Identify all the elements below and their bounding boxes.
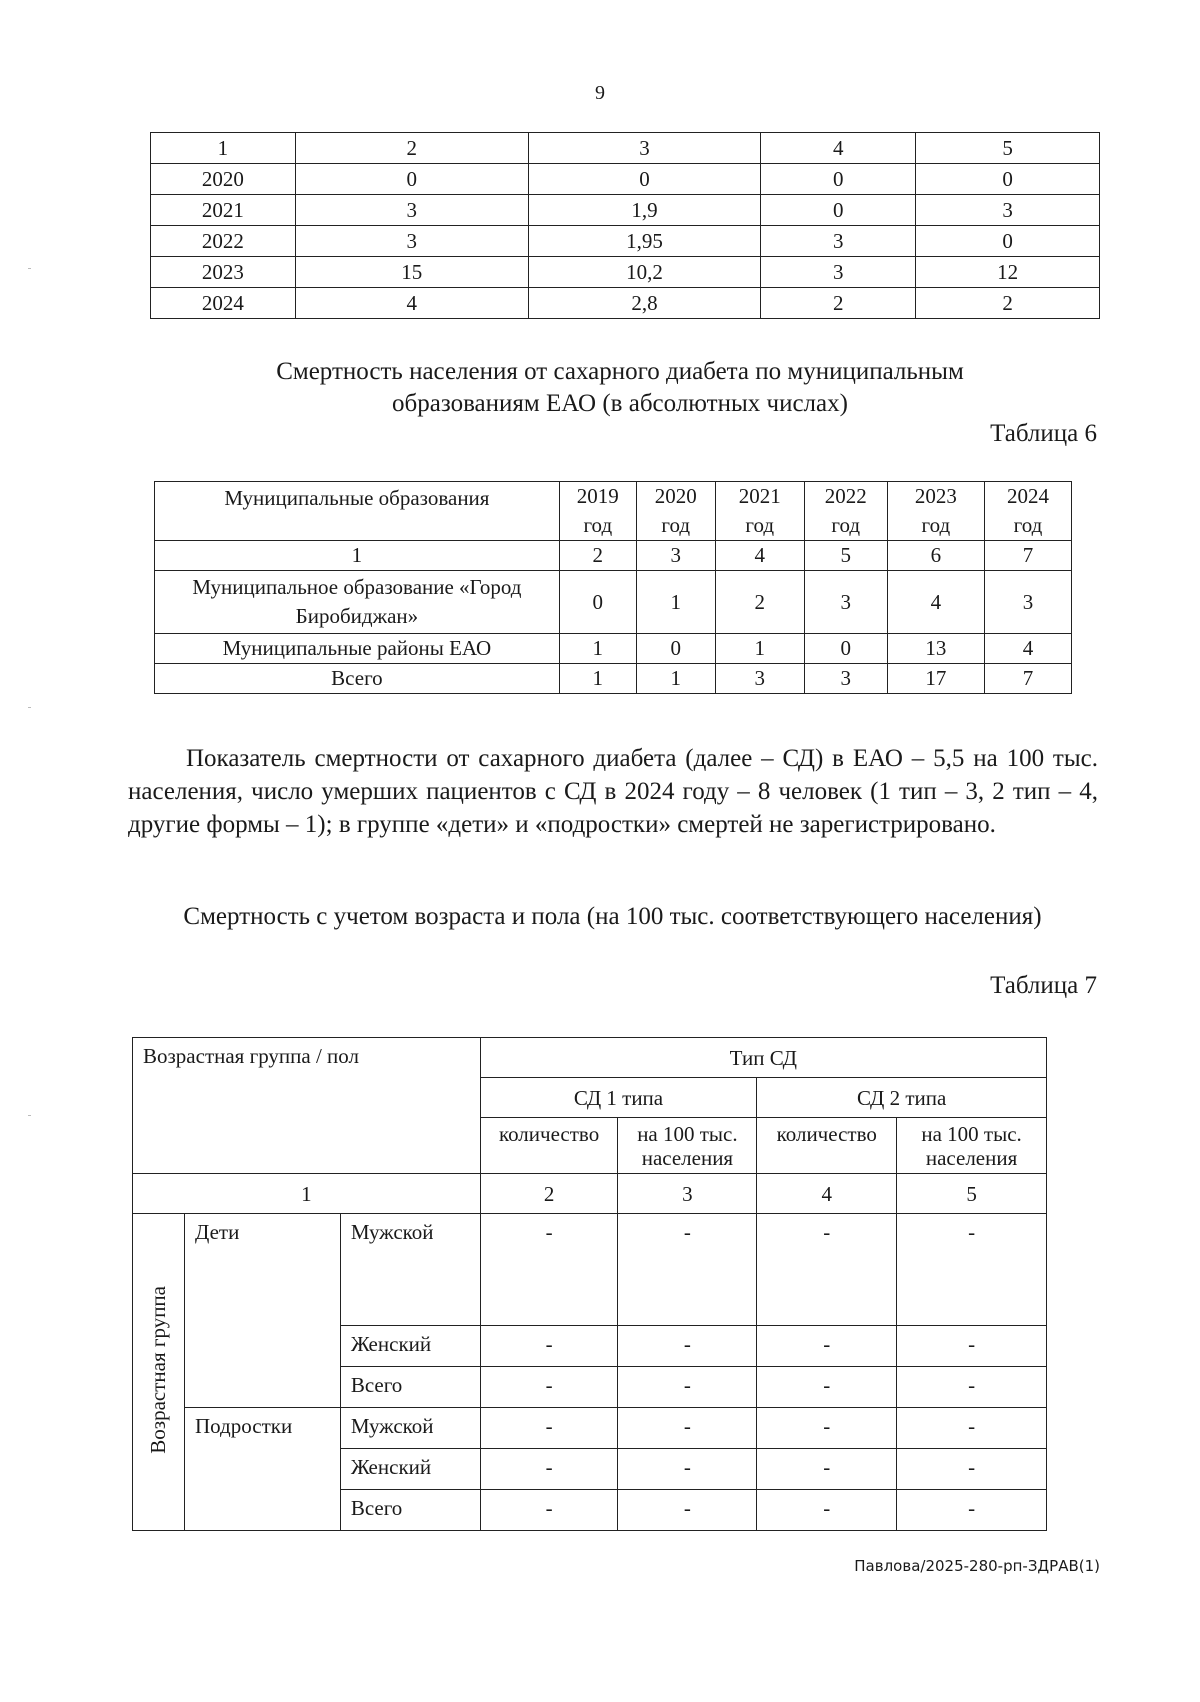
per100k-header: на 100 тыс. населения — [618, 1118, 757, 1174]
table7-number-row — [133, 1174, 1047, 1214]
table-cell: - — [618, 1326, 757, 1367]
header-cell: 1 — [151, 133, 296, 164]
year-value: 2020 — [654, 484, 697, 508]
table6-caption — [180, 356, 1060, 420]
year-value: 2024 — [1006, 484, 1049, 508]
table-cell: 0 — [761, 195, 916, 226]
number-cell: 2 — [559, 541, 636, 571]
table-cell: - — [480, 1490, 618, 1531]
table-cell: - — [757, 1326, 897, 1367]
document-footer-code: Павлова/2025-280-рп-ЗДРАВ(1) — [854, 1557, 1100, 1575]
side-label: Возрастная группа — [146, 1285, 171, 1454]
count-header: количество — [480, 1118, 618, 1174]
year-header — [984, 482, 1071, 541]
page-number: 9 — [595, 82, 605, 104]
table-cell: - — [618, 1408, 757, 1449]
table-cell: 0 — [916, 164, 1100, 195]
table7 — [132, 1037, 1047, 1531]
year-header — [715, 482, 804, 541]
table-cell: 3 — [804, 664, 887, 694]
number-cell: 7 — [984, 541, 1071, 571]
year-suffix: год — [831, 513, 861, 537]
table-cell: 0 — [761, 164, 916, 195]
table-cell: 1 — [559, 634, 636, 664]
sex-label: Женский — [340, 1449, 480, 1490]
table-cell: 1 — [636, 664, 715, 694]
sex-label: Всего — [340, 1490, 480, 1531]
table-row — [151, 164, 1100, 195]
table-row — [151, 288, 1100, 319]
number-cell: 1 — [155, 541, 560, 571]
table-cell: 3 — [916, 195, 1100, 226]
table-cell: 3 — [761, 257, 916, 288]
sex-label: Женский — [340, 1326, 480, 1367]
table6-number-row — [155, 541, 1072, 571]
year-suffix: год — [583, 513, 613, 537]
table-cell: - — [897, 1326, 1047, 1367]
table-cell: - — [897, 1214, 1047, 1326]
table-cell: - — [897, 1490, 1047, 1531]
table-cell: 3 — [295, 195, 528, 226]
table-cell: - — [757, 1408, 897, 1449]
row-name: Муниципальное образование «Город Биробиджан» — [155, 571, 560, 634]
table-cell: 1,95 — [528, 226, 761, 257]
number-cell: 2 — [480, 1174, 618, 1214]
year-header — [887, 482, 984, 541]
table-cell: 2022 — [151, 226, 296, 257]
table-cell: - — [480, 1408, 618, 1449]
header-cell: 5 — [916, 133, 1100, 164]
body-paragraph: Показатель смертности от сахарного диабета (далее – СД) в ЕАО – 5,5 на 100 тыс. населения, число умерших пациентов с СД в 2024 году – 8 человек (1 тип – 3, 2 тип – 4, другие формы – 1); в группе «дети» и «подростки» смертей не зарегистрировано. — [128, 745, 1098, 838]
continued-table — [150, 132, 1100, 319]
table-row — [155, 571, 1072, 634]
table-cell: 2020 — [151, 164, 296, 195]
year-header — [559, 482, 636, 541]
number-cell: 4 — [757, 1174, 897, 1214]
year-value: 2023 — [914, 484, 957, 508]
row-name: Всего — [155, 664, 560, 694]
table-cell: 4 — [887, 571, 984, 634]
table-cell: 2,8 — [528, 288, 761, 319]
table7-corner: Возрастная группа / пол — [133, 1038, 481, 1174]
table-cell: 0 — [528, 164, 761, 195]
sex-label: Мужской — [340, 1408, 480, 1449]
year-value: 2021 — [738, 484, 781, 508]
per100k-header: на 100 тыс. населения — [897, 1118, 1047, 1174]
table-cell: 3 — [804, 571, 887, 634]
table-cell: 3 — [295, 226, 528, 257]
table-cell: 12 — [916, 257, 1100, 288]
table-cell: 3 — [761, 226, 916, 257]
table6-header-row — [155, 482, 1072, 541]
table-cell: 0 — [295, 164, 528, 195]
group-name: Подростки — [184, 1408, 340, 1531]
table-row — [151, 257, 1100, 288]
year-suffix: год — [921, 513, 951, 537]
year-value: 2022 — [824, 484, 867, 508]
table7-label: Таблица 7 — [990, 972, 1097, 999]
table-row — [133, 1408, 1047, 1449]
table-cell: 0 — [559, 571, 636, 634]
year-suffix: год — [661, 513, 691, 537]
table-cell: 2023 — [151, 257, 296, 288]
table-cell: 3 — [984, 571, 1071, 634]
table7-type-header: Тип СД — [480, 1038, 1046, 1078]
number-cell: 3 — [636, 541, 715, 571]
table-cell: - — [897, 1367, 1047, 1408]
table-cell: - — [757, 1367, 897, 1408]
table-cell: - — [480, 1326, 618, 1367]
table6-caption-line1: Смертность населения от сахарного диабета по муниципальным — [276, 358, 964, 385]
table-cell: 4 — [984, 634, 1071, 664]
header-cell: 4 — [761, 133, 916, 164]
table-row — [155, 664, 1072, 694]
group-name: Дети — [184, 1214, 340, 1408]
number-cell: 6 — [887, 541, 984, 571]
table-cell: - — [480, 1214, 618, 1326]
table-cell: - — [757, 1449, 897, 1490]
number-cell: 4 — [715, 541, 804, 571]
table-cell: 3 — [715, 664, 804, 694]
table-cell: 1,9 — [528, 195, 761, 226]
table-cell: 17 — [887, 664, 984, 694]
count-header: количество — [757, 1118, 897, 1174]
table-cell: 1 — [715, 634, 804, 664]
table-cell: - — [480, 1367, 618, 1408]
number-cell: 1 — [133, 1174, 481, 1214]
table-cell: 2 — [916, 288, 1100, 319]
scan-mark — [28, 707, 31, 708]
number-cell: 3 — [618, 1174, 757, 1214]
table7-type1: СД 1 типа — [480, 1078, 757, 1118]
table-header-row — [151, 133, 1100, 164]
table-cell: - — [480, 1449, 618, 1490]
number-cell: 5 — [804, 541, 887, 571]
table-cell: - — [757, 1490, 897, 1531]
table-cell: 10,2 — [528, 257, 761, 288]
year-value: 2019 — [576, 484, 619, 508]
header-cell: 2 — [295, 133, 528, 164]
table7-type2: СД 2 типа — [757, 1078, 1047, 1118]
sex-label: Всего — [340, 1367, 480, 1408]
table-cell: 4 — [295, 288, 528, 319]
table-cell: - — [897, 1449, 1047, 1490]
scan-mark — [28, 268, 31, 269]
table-cell: 13 — [887, 634, 984, 664]
table6-col-header: Муниципальные образования — [155, 482, 560, 541]
table-cell: 0 — [804, 634, 887, 664]
side-label-cell — [133, 1214, 185, 1531]
table-cell: - — [618, 1449, 757, 1490]
table-cell: 2 — [761, 288, 916, 319]
table-cell: 7 — [984, 664, 1071, 694]
table-cell: - — [618, 1214, 757, 1326]
table-row — [151, 226, 1100, 257]
table7-caption: Смертность с учетом возраста и пола (на 100 тыс. соответствующего населения) — [183, 903, 1042, 930]
table-row — [155, 634, 1072, 664]
sex-label: Мужской — [340, 1214, 480, 1326]
table-cell: - — [618, 1490, 757, 1531]
table-cell: - — [757, 1214, 897, 1326]
header-cell: 3 — [528, 133, 761, 164]
table-cell: 0 — [636, 634, 715, 664]
table-row — [133, 1214, 1047, 1326]
table-cell: - — [618, 1367, 757, 1408]
table6-label: Таблица 6 — [990, 420, 1097, 447]
table6 — [154, 481, 1072, 694]
table-cell: 1 — [559, 664, 636, 694]
table7-header-row — [133, 1038, 1047, 1078]
table-cell: 2024 — [151, 288, 296, 319]
table-cell: - — [897, 1408, 1047, 1449]
year-suffix: год — [745, 513, 775, 537]
year-suffix: год — [1013, 513, 1043, 537]
row-name: Муниципальные районы ЕАО — [155, 634, 560, 664]
table-cell: 15 — [295, 257, 528, 288]
year-header — [636, 482, 715, 541]
table-row — [151, 195, 1100, 226]
table-cell: 1 — [636, 571, 715, 634]
scan-mark — [28, 1115, 31, 1116]
year-header — [804, 482, 887, 541]
number-cell: 5 — [897, 1174, 1047, 1214]
table-cell: 2021 — [151, 195, 296, 226]
table-cell: 2 — [715, 571, 804, 634]
table6-caption-line2: образованиям ЕАО (в абсолютных числах) — [392, 390, 848, 417]
table-cell: 0 — [916, 226, 1100, 257]
